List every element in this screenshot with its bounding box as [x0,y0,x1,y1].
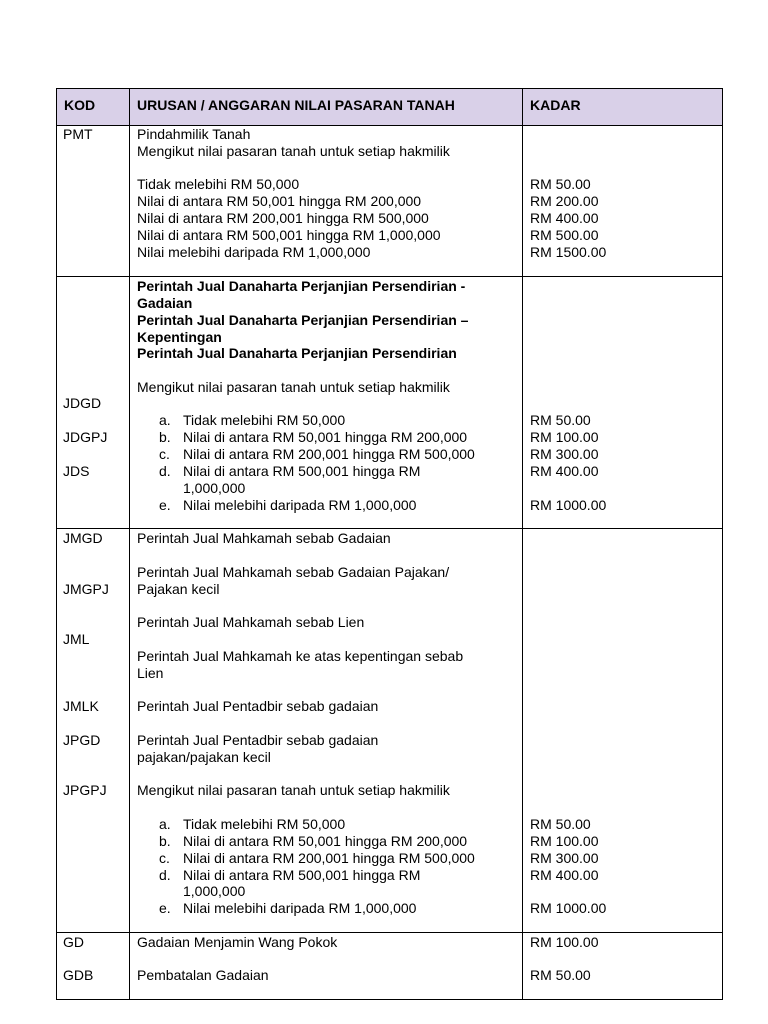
rate-value: RM 50.00 [530,412,591,428]
list-marker: e. [159,497,171,513]
row-code: JPGPJ [63,782,107,798]
header-kod: KOD [64,97,96,113]
header-kadar: KADAR [530,97,581,113]
row-title: Gadaian [137,295,193,311]
row-title: Perintah Jual Mahkamah sebab Gadaian Pajakan/ [137,564,450,580]
row-code: GDB [63,967,94,983]
rate-value: RM 50.00 [530,176,591,192]
row-code: JDS [63,463,90,479]
row-code: JMLK [63,698,99,714]
tier-text: Nilai di antara RM 500,001 hingga RM 1,000,000 [137,227,441,243]
row-title: Perintah Jual Mahkamah ke atas kepentingan sebab [137,648,464,664]
rate-value: RM 500.00 [530,227,599,243]
row-code: JPGD [63,732,101,748]
row-title: Lien [137,665,164,681]
row-title: Perintah Jual Danaharta Perjanjian Persendirian – [137,312,469,328]
row-title: Perintah Jual Danaharta Perjanjian Persendirian [137,345,457,361]
list-marker: b. [159,429,171,445]
list-marker: a. [159,412,171,428]
row-code: JDGD [63,395,102,411]
tier-text: Nilai di antara RM 500,001 hingga RM [183,867,421,883]
list-marker: b. [159,833,171,849]
row-title: Pindahmilik Tanah [137,126,251,142]
list-marker: e. [159,900,171,916]
rate-value: RM 1000.00 [530,497,607,513]
tier-text: Nilai di antara RM 200,001 hingga RM 500,000 [183,446,475,462]
rate-value: RM 200.00 [530,193,599,209]
row-code: PMT [63,126,93,142]
row-title: Pembatalan Gadaian [137,967,269,983]
rate-value: RM 400.00 [530,463,599,479]
rate-value: RM 100.00 [530,429,599,445]
rate-value: RM 1500.00 [530,244,607,260]
rate-value: RM 400.00 [530,210,599,226]
tier-text: Nilai melebihi daripada RM 1,000,000 [183,900,417,916]
tier-text: Nilai di antara RM 50,001 hingga RM 200,000 [137,193,422,209]
tier-text: Nilai di antara RM 50,001 hingga RM 200,000 [183,429,468,445]
rate-value: RM 400.00 [530,867,599,883]
row-title: Perintah Jual Mahkamah sebab Lien [137,614,365,630]
row-basis: Mengikut nilai pasaran tanah untuk setiap hakmilik [137,782,450,798]
tier-text: Nilai di antara RM 200,001 hingga RM 500,000 [137,210,429,226]
row-title: Perintah Jual Danaharta Perjanjian Persendirian - [137,278,466,294]
tier-text: Tidak melebihi RM 50,000 [183,816,346,832]
row-title: pajakan/pajakan kecil [137,749,271,765]
rate-value: RM 300.00 [530,850,599,866]
row-title: Perintah Jual Pentadbir sebab gadaian [137,732,379,748]
list-marker: d. [159,463,171,479]
row-code: GD [63,934,84,950]
tier-text: 1,000,000 [183,480,246,496]
column-divider [522,89,523,999]
rate-value: RM 50.00 [530,967,591,983]
row-divider [57,276,722,277]
list-marker: a. [159,816,171,832]
tier-text: Nilai di antara RM 500,001 hingga RM [183,463,421,479]
row-title: Perintah Jual Mahkamah sebab Gadaian [137,530,391,546]
list-marker: c. [159,850,170,866]
rate-value: RM 100.00 [530,833,599,849]
rate-value: RM 50.00 [530,816,591,832]
row-code: JDGPJ [63,429,108,445]
row-divider [57,932,722,933]
row-code: JMGPJ [63,581,109,597]
rate-value: RM 100.00 [530,934,599,950]
row-code: JMGD [63,530,103,546]
tier-text: Nilai melebihi daripada RM 1,000,000 [183,497,417,513]
rate-value: RM 1000.00 [530,900,607,916]
row-code: JML [63,631,90,647]
row-title: Pajakan kecil [137,581,220,597]
tier-text: Nilai di antara RM 200,001 hingga RM 500,000 [183,850,475,866]
list-marker: d. [159,867,171,883]
row-divider [57,528,722,529]
row-basis: Mengikut nilai pasaran tanah untuk setiap hakmilik [137,143,450,159]
row-title: Perintah Jual Pentadbir sebab gadaian [137,698,379,714]
list-marker: c. [159,446,170,462]
tier-text: Nilai melebihi daripada RM 1,000,000 [137,244,371,260]
column-divider [129,89,130,999]
fee-table [56,88,723,1000]
row-title: Gadaian Menjamin Wang Pokok [137,934,338,950]
tier-text: Tidak melebihi RM 50,000 [137,176,300,192]
tier-text: Tidak melebihi RM 50,000 [183,412,346,428]
row-basis: Mengikut nilai pasaran tanah untuk setiap hakmilik [137,379,450,395]
tier-text: Nilai di antara RM 50,001 hingga RM 200,000 [183,833,468,849]
tier-text: 1,000,000 [183,883,246,899]
rate-value: RM 300.00 [530,446,599,462]
row-title: Kepentingan [137,329,222,345]
header-urusan: URUSAN / ANGGARAN NILAI PASARAN TANAH [137,97,455,113]
